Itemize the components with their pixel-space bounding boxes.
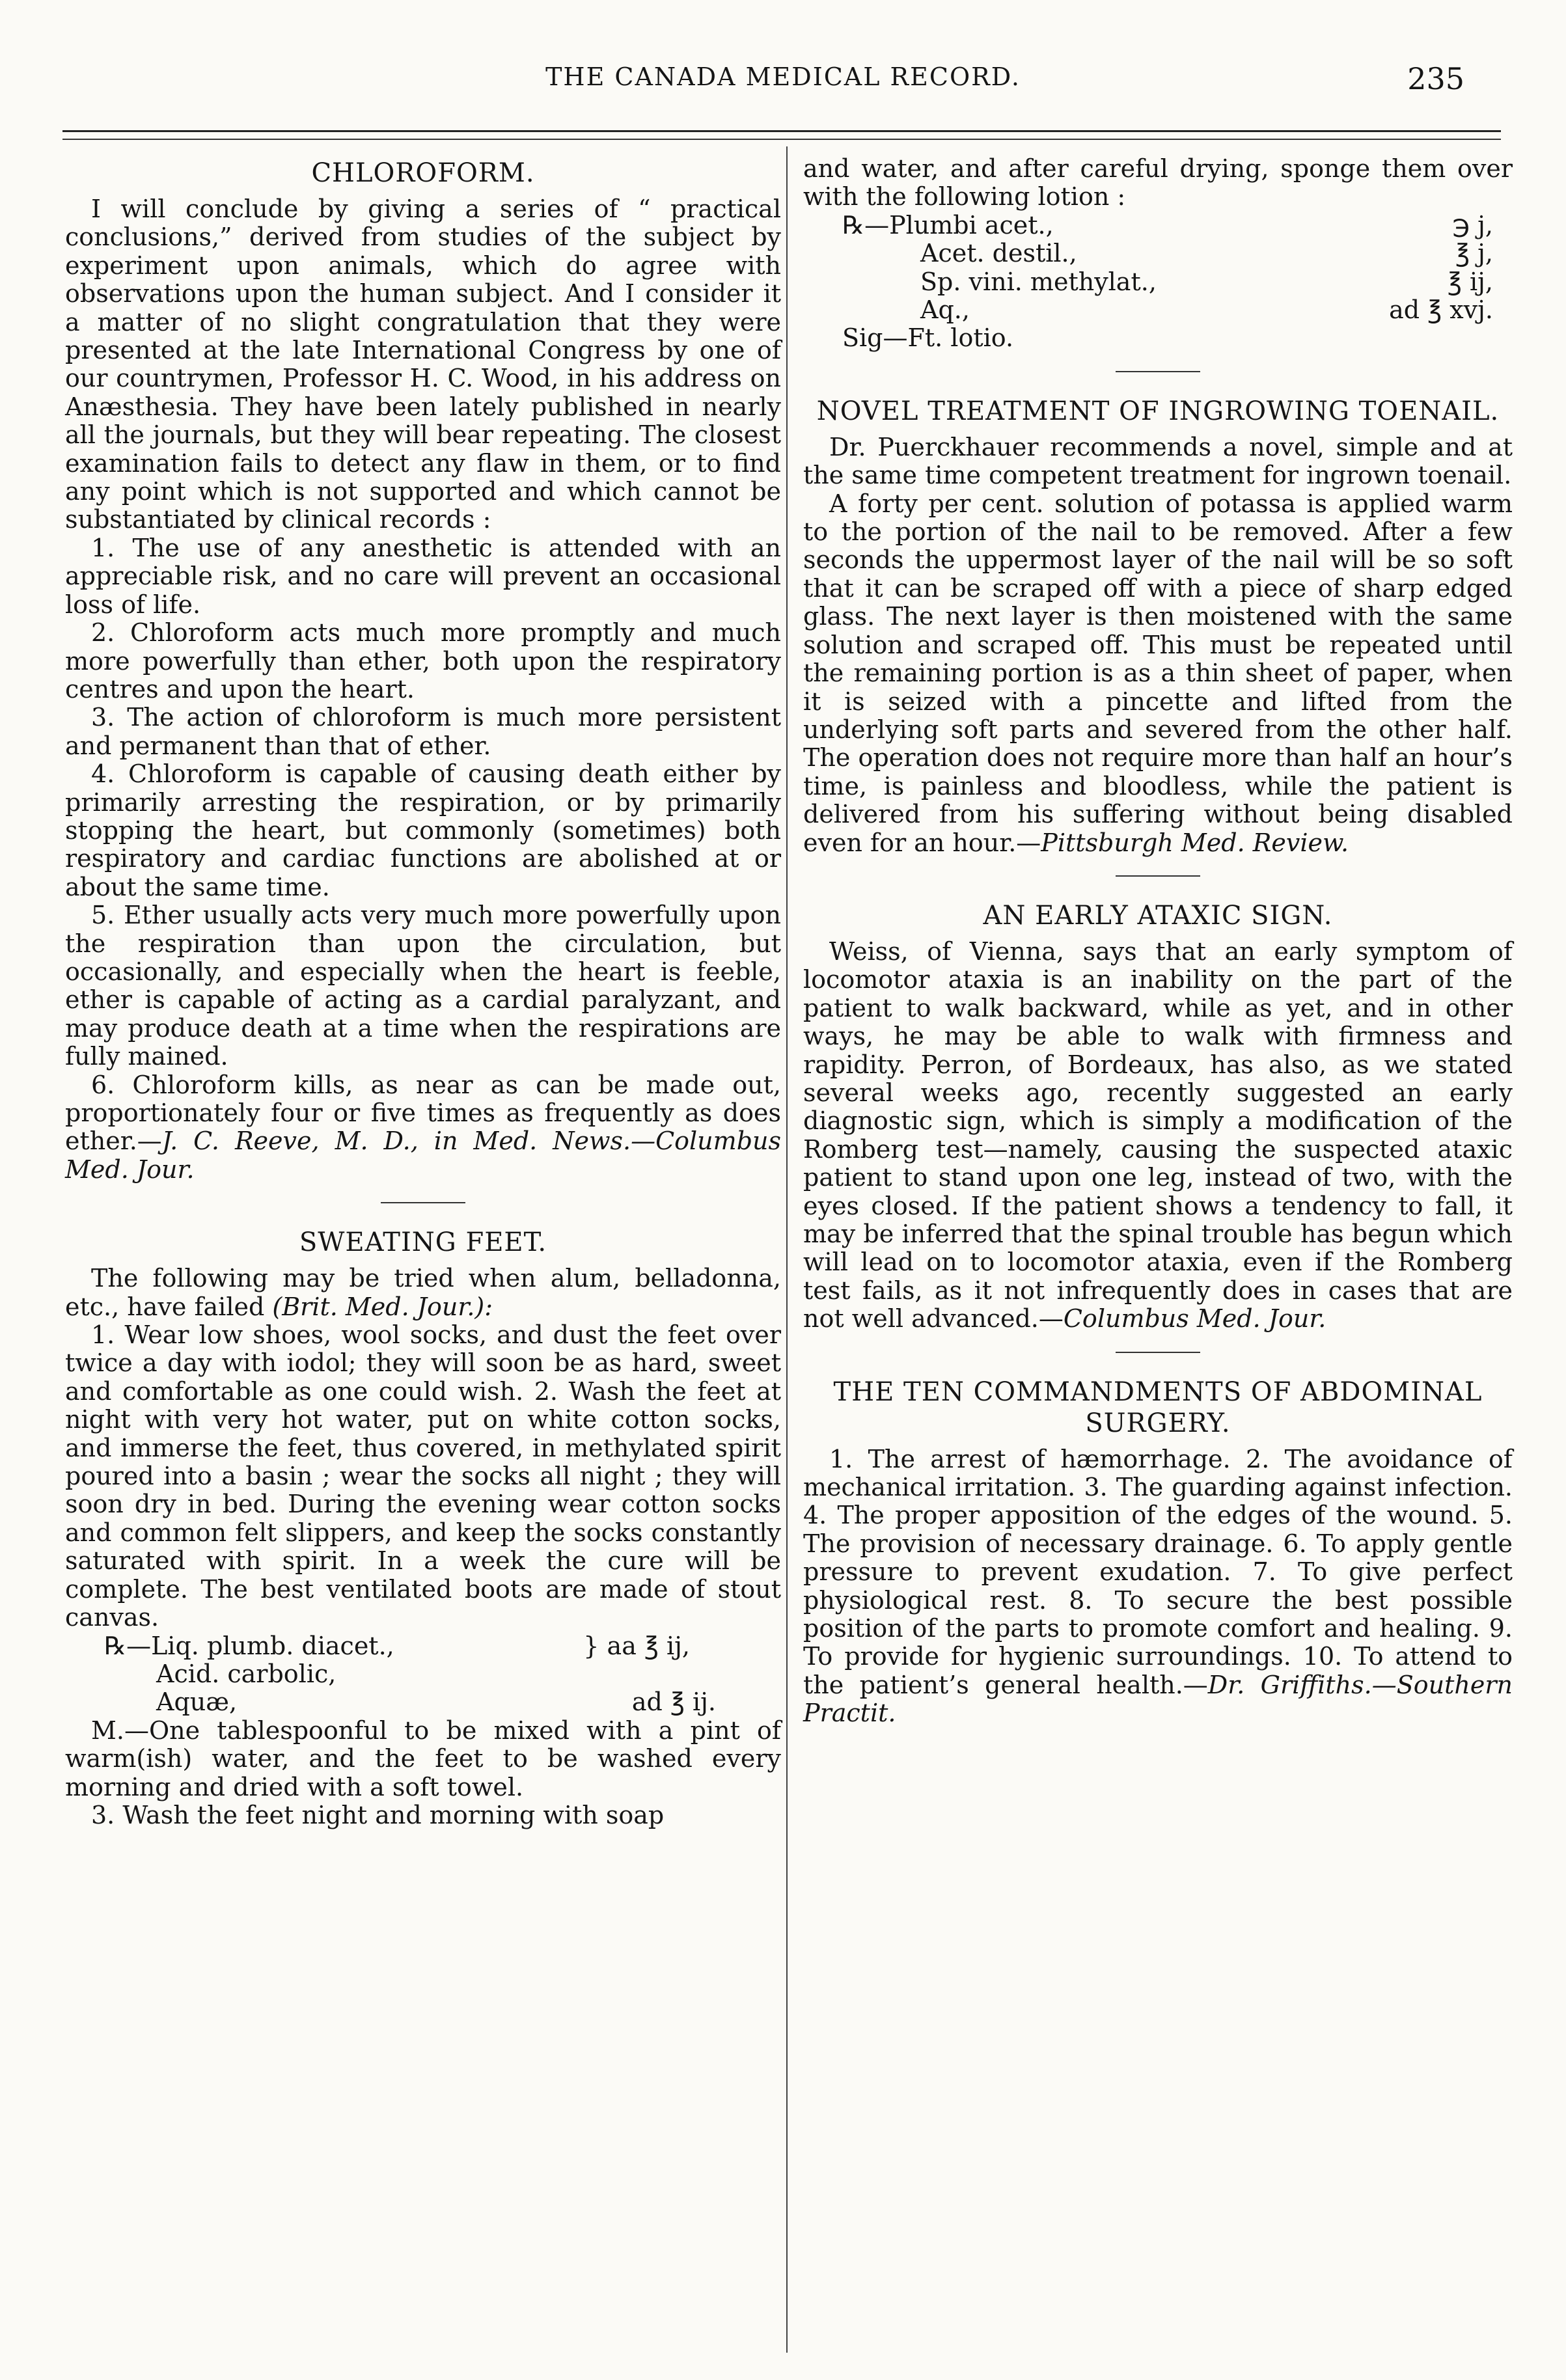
commandments-body-text: 1. The arrest of hæmorrhage. 2. The avoidance of mechanical irritation. 3. The guarding against infection. 4. The proper apposition of the edges of the wound. 5. The provision of necessary drainage. 6. To apply gentle pressure to prevent exudation. 7. To give perfect physiological rest. 8. To secure the best possible position of the parts to promote comfort and healing. 9. To provide for hygienic surroundings. 10. To attend to the patient’s general health.— [803,1444,1513,1699]
lotion-ingredient-4: Aq., [920,295,970,325]
chloroform-point-4: 4. Chloroform is capable of causing death either by primarily arresting the respiration, or by primarily stopping the heart, but commonly (sometimes) both respiratory and cardiac functions are abolished at or about the same time. [65,759,781,901]
left-column [65,155,781,1829]
toenail-intro: Dr. Puerckhauer recommends a novel, simple and at the same time competent treatment for ingrown toenail. [803,432,1513,490]
lotion-amount-4: ad ℥ xvj. [1389,295,1493,325]
chloroform-point-6 [65,1071,781,1184]
prescription-line-1 [65,1632,690,1660]
lotion-line-2 [803,239,1493,267]
sweating-remedies: 1. Wear low shoes, wool socks, and dust the feet over twice a day with iodol; they will soon be as hard, sweet and comfortable as one could wish. 2. Wash the feet at night with very hot water, put on white cotton socks, and immerse the feet, thus covered, in methylated spirit poured into a basin ; wear the socks all night ; they will soon dry in bed. During the evening wear cotton socks and common felt slippers, and keep the socks constantly saturated with spirit. In a week the cure will be complete. The best ventilated boots are made of stout canvas. [65,1320,781,1632]
section-separator [381,1202,465,1203]
commandments-body [803,1445,1513,1728]
ataxic-citation: Columbus Med. Jour. [1063,1304,1326,1334]
article-title-toenail: NOVEL TREATMENT OF INGROWING TOENAIL. [816,396,1500,426]
chloroform-point-5: 5. Ether usually acts very much more powerfully upon the respiration than upon the circulation, but occasionally, and especially when the heart is feeble, ether is capable of acting as a cardial paralyzant, and may produce death at a time when the respirations are fully mained. [65,901,781,1071]
section-separator [1116,1352,1200,1353]
lotion-line-3 [803,268,1493,296]
toenail-body-text: A forty per cent. solution of potassa is applied warm to the portion of the nail to be removed. After a few seconds the uppermost layer of the nail will be so soft that it can be scraped off with a piece of sharp edged glass. The next layer is then moistened with the same solution and scraped off. This must be repeated until the remaining portion is as a thin sheet of paper, when it is seized with a pincette and lifted from the underlying soft parts and severed from the other half. The operation does not require more than half an hour’s time, is painless and bloodless, while the patient is delivered from his suffering without being disabled even for an hour.— [803,489,1513,857]
toenail-body [803,490,1513,857]
running-header [0,62,1517,108]
chloroform-intro: I will conclude by giving a series of “ practical conclusions,” derived from studies of the subject by experiment upon animals, which do agree with observations upon the human subject. And I consider it a matter of no slight congratulation that they were presented at the late International Congress by one of our countrymen, Professor H. C. Wood, in his address on Anæsthesia. They have been lately published in nearly all the journals, but they will bear repeating. The closest examination fails to detect any flaw in them, or to find any point which is not supported and which cannot be substantiated by clinical records : [65,195,781,534]
lotion-line-4 [803,296,1493,324]
prescription-ingredient-2: Acid. carbolic, [156,1659,337,1688]
sweating-directions: M.—One tablespoonful to be mixed with a pint of warm(ish) water, and the feet to be washed every morning and dried with a soft towel. [65,1716,781,1801]
ataxic-body-text: Weiss, of Vienna, says that an early symptom of locomotor ataxia is an inability on the part of the patient to walk backward, while as yet, and in other ways, he may be able to walk with firmness and rapidity. Perron, of Bordeaux, has also, as we stated several weeks ago, recently suggested an early diagnostic sign, which is simply a modification of the Romberg test—namely, causing the suspected ataxic patient to stand upon one leg, instead of two, with the eyes closed. If the patient shows a tendency to fall, it may be inferred that the spinal trouble has begun which will lead on to locomotor ataxia, even if the Romberg test fails, as it not infrequently does in cases that are not well advanced.— [803,937,1513,1334]
lotion-ingredient-2: Acet. destil., [920,239,1077,268]
prescription-ingredient-1: ℞—Liq. plumb. diacet., [104,1631,394,1660]
sweating-intro-text: The following may be tried when alum, belladonna, etc., have failed [65,1264,781,1321]
lotion-amount-2: ℥ j, [1455,239,1493,268]
chloroform-point-3: 3. The action of chloroform is much more persistent and permanent than that of ether. [65,703,781,760]
chloroform-point-6-text: 6. Chloroform kills, as near as can be made out, proportionately four or five times as frequently as does ether.— [65,1070,781,1156]
chloroform-citation: J. C. Reeve, M. D., in Med. News.—Columbus Med. Jour. [65,1127,781,1184]
section-separator [1116,875,1200,877]
commandments-citation: Dr. Griffiths.—Southern Practit. [803,1670,1513,1728]
lotion-amount-1: ℈ j, [1452,210,1493,239]
article-title-ataxic-sign: AN EARLY ATAXIC SIGN. [983,900,1333,931]
lotion-line-1 [803,212,1493,239]
article-title-sweating-feet: SWEATING FEET. [299,1227,547,1258]
sweating-intro-citation: (Brit. Med. Jour.): [272,1292,493,1321]
lotion-ingredient-1: ℞—Plumbi acet., [842,210,1054,239]
lotion-ingredient-3: Sp. vini. methylat., [920,267,1157,296]
lotion-signature: Sig—Ft. lotio. [842,323,1014,353]
prescription-amount-1: } aa ℥ ij, [583,1631,690,1660]
journal-title: THE CANADA MEDICAL RECORD. [545,62,1021,91]
right-column [803,155,1513,1728]
sweating-intro [65,1265,781,1321]
chloroform-point-2: 2. Chloroform acts much more promptly and much more powerfully than ether, both upon the respiratory centres and upon the heart. [65,618,781,704]
prescription-amount-3: ad ℥ ij. [631,1688,716,1717]
lotion-amount-3: ℥ ij, [1447,267,1493,296]
toenail-citation: Pittsburgh Med. Review. [1041,828,1349,857]
article-title-commandments: THE TEN COMMANDMENTS OF ABDOMINAL SURGERY. [833,1376,1483,1438]
column-divider [786,146,788,2353]
section-separator [1116,371,1200,372]
sweating-continuation: and water, and after careful drying, sponge them over with the following lotion : [803,154,1513,212]
prescription-line-2 [65,1660,781,1688]
prescription-line-3 [65,1688,716,1716]
ataxic-body [803,938,1513,1334]
prescription-ingredient-3: Aquæ, [156,1688,238,1717]
chloroform-point-1: 1. The use of any anesthetic is attended with an appreciable risk, and no care will prevent an occasional loss of life. [65,533,781,619]
page-number: 235 [1407,61,1464,96]
header-rule-secondary [62,139,1501,140]
article-title-chloroform: CHLOROFORM. [311,158,535,188]
header-rule [62,130,1501,132]
sweating-remedy-3: 3. Wash the feet night and morning with soap [91,1800,665,1829]
